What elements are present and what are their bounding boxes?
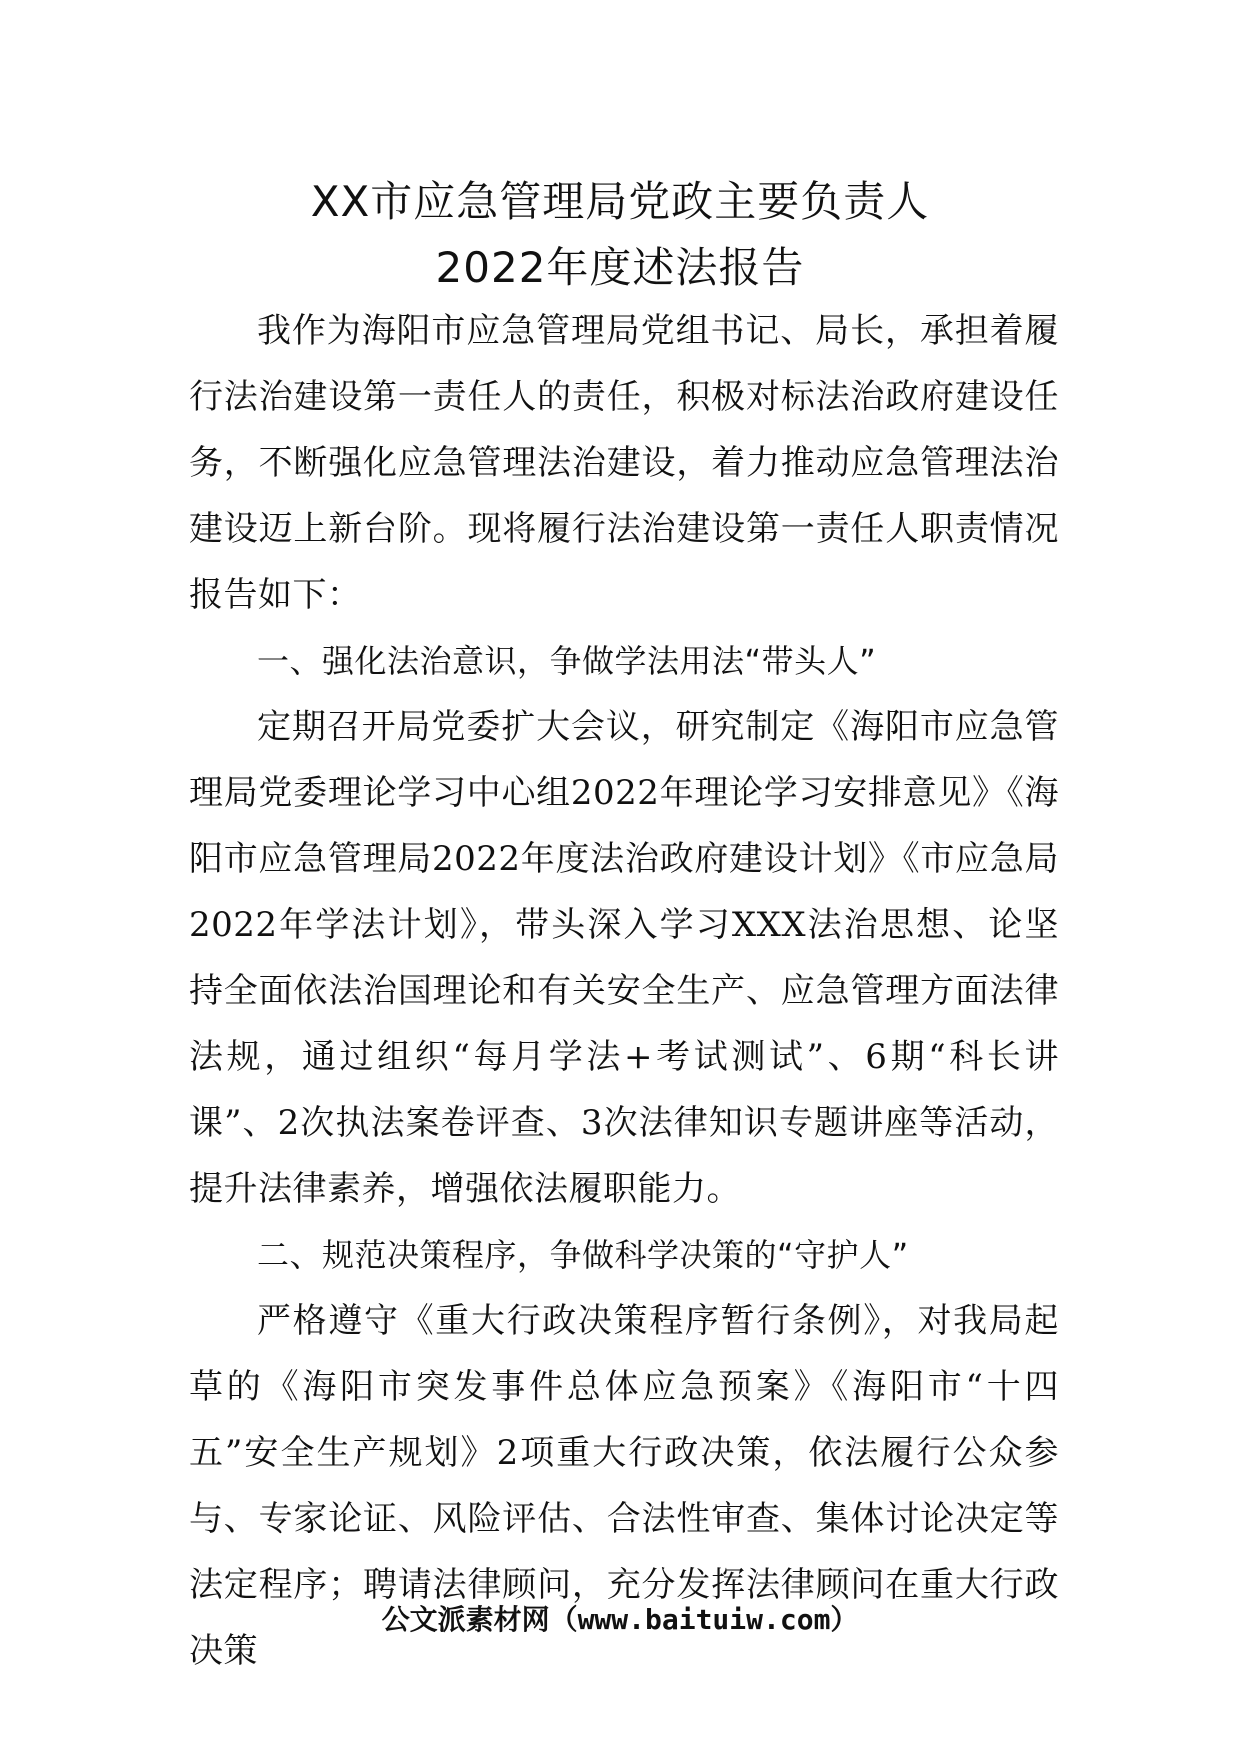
section-heading-1: 一、强化法治意识，争做学法用法“带头人” <box>257 642 877 680</box>
document-title-line-1: XX市应急管理局党政主要负责人 <box>310 177 930 226</box>
document-title-line-2: 2022年度述法报告 <box>435 243 805 292</box>
section-heading-2: 二、规范决策程序，争做科学决策的“守护人” <box>257 1236 909 1274</box>
document-body <box>189 298 1059 1684</box>
paragraph-section-1: 定期召开局党委扩大会议，研究制定《海阳市应急管理局党委理论学习中心组2022年理论学习安排意见》《海阳市应急管理局2022年度法治政府建设计划》《市应急局2022年学法计划》，带头深入学习XXX法治思想、论坚持全面依法治国理论和有关安全生产、应急管理方面法律法规，通过组织“每月学法+考试测试”、6期“科长讲课”、2次执法案卷评查、3次法律知识专题讲座等活动，提升法律素养，增强依法履职能力。 <box>189 707 1059 1209</box>
footer-watermark: 公文派素材网（www.baituiw.com） <box>381 1603 859 1636</box>
paragraph-intro: 我作为海阳市应急管理局党组书记、局长，承担着履行法治建设第一责任人的责任，积极对标法治政府建设任务，不断强化应急管理法治建设，着力推动应急管理法治建设迈上新台阶。现将履行法治建设第一责任人职责情况报告如下： <box>189 311 1059 615</box>
paragraph-section-2: 严格遵守《重大行政决策程序暂行条例》，对我局起草的《海阳市突发事件总体应急预案》《海阳市“十四五”安全生产规划》2项重大行政决策，依法履行公众参与、专家论证、风险评估、合法性审查、集体讨论决定等法定程序；聘请法律顾问，充分发挥法律顾问在重大行政决策 <box>189 1301 1059 1671</box>
